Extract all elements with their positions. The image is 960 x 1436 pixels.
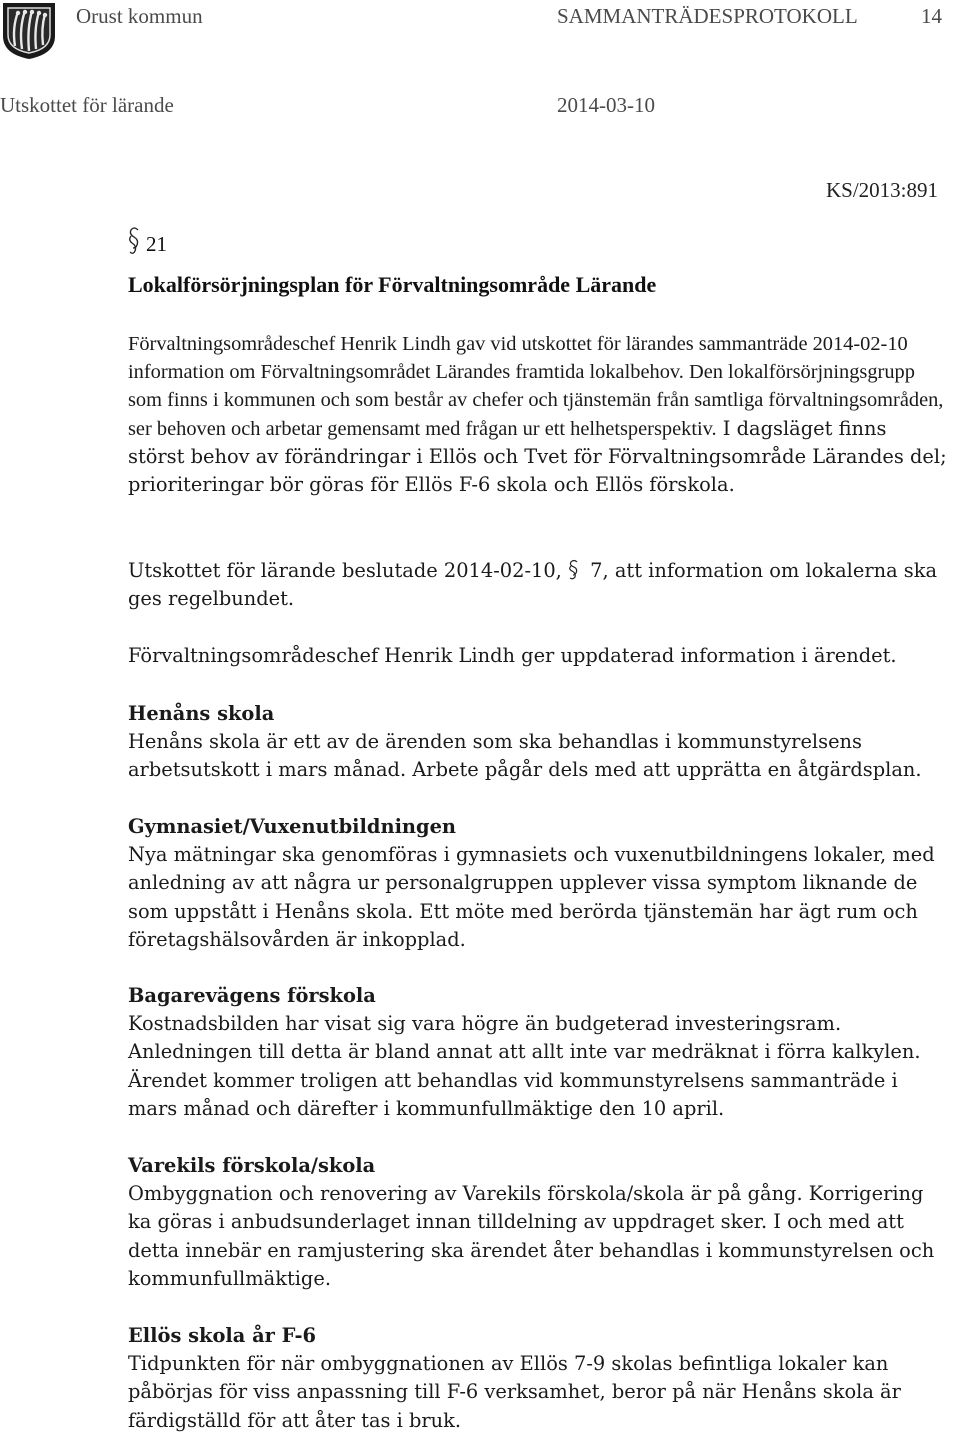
section-body: Kostnadsbilden har visat sig vara högre än budgeterad investeringsram. Anledningen till detta är bland annat att allt inte var medräknat i förra kalkylen. Ärendet kommer troligen att behandlas vid kommunstyrelsens sammanträde i mars månad och därefter i kommunfullmäktige den 10 april. (128, 1012, 921, 1120)
section-heading: Bagarevägens förskola (128, 984, 376, 1007)
section-heading: Henåns skola (128, 702, 275, 725)
decision-after: 7, att information om lokalerna ska ges regelbundet. (128, 559, 938, 611)
section-varekils-forskola-skola (128, 1152, 948, 1293)
section-sign-icon (128, 226, 140, 256)
header-date: 2014-03-10 (557, 93, 655, 117)
case-reference: KS/2013:891 (825, 178, 938, 202)
municipal-coat-of-arms-icon (0, 0, 58, 60)
paragraph-number: 21 (146, 232, 167, 256)
section-heading: Varekils förskola/skola (128, 1154, 376, 1177)
section-henans-skola (128, 700, 948, 785)
section-body: Nya mätningar ska genomföras i gymnasiets och vuxenutbildningens lokaler, med anledning av att några ur personalgruppen upplever vissa symptom liknande de som uppstått i Henåns skola. Ett möte med berörda tjänstemän har ägt rum och företagshälsovården är inkopplad. (128, 843, 935, 951)
update-paragraph: Förvaltningsområdeschef Henrik Lindh ger uppdaterad information i ärendet. (128, 644, 897, 667)
header-page-number: 14 (921, 4, 942, 28)
intro-paragraph (128, 330, 948, 499)
decision-before: Utskottet för lärande beslutade 2014-02-10, (128, 559, 569, 582)
section-body: Tidpunkten för när ombyggnationen av Ellös 7-9 skolas befintliga lokaler kan påbörjas för viss anpassning till F-6 verksamhet, beror på när Henåns skola är färdigställd för att åter tas i bruk. (128, 1352, 901, 1432)
section-heading: Gymnasiet/Vuxenutbildningen (128, 815, 457, 838)
intro-text-a: Förvaltningsområdeschef Henrik Lindh gav vid utskottet för lärandes sammanträde 2014-02-10 information om Förvaltningsområdet Lärandes framtida lokalbehov. Den lokalförsörjningsgrupp som finns i kommunen och som består av chefer och tjänstemän från samtliga förvaltningsområden, ser behoven och arbetar gemensamt med frågan ur ett helhetsperspektiv. (128, 333, 944, 440)
header-committee: Utskottet för lärande (0, 93, 174, 117)
section-body: Henåns skola är ett av de ärenden som ska behandlas i kommunstyrelsens arbetsutskott i mars månad. Arbete pågår dels med att upprätta en åtgärdsplan. (128, 730, 922, 782)
page-title: Lokalförsörjningsplan för Förvaltningsområde Lärande (128, 272, 657, 297)
section-gymnasiet (128, 813, 948, 954)
section-body: Ombyggnation och renovering av Varekils förskola/skola är på gång. Korrigering ka göras i anbudsunderlaget innan tilldelning av uppdraget sker. I och med att detta innebär en ramjustering ska ärendet åter behandlas i kommunstyrelsen och kommunfullmäktige. (128, 1182, 935, 1290)
header-doc-type: SAMMANTRÄDESPROTOKOLL (557, 4, 858, 28)
section-bagarevagens-forskola (128, 982, 948, 1123)
section-sign-icon (568, 559, 580, 581)
header-municipality: Orust kommun (76, 4, 203, 28)
section-heading: Ellös skola år F-6 (128, 1324, 317, 1347)
intro-text-b: I dagsläget finns störst behov av förändringar i Ellös och Tvet för Förvaltningsområde Lärandes del; prioriteringar bör göras för Ellös F-6 skola och Ellös förskola. (128, 416, 947, 497)
decision-paragraph (128, 557, 948, 613)
section-ellos-skola-f6 (128, 1322, 948, 1435)
